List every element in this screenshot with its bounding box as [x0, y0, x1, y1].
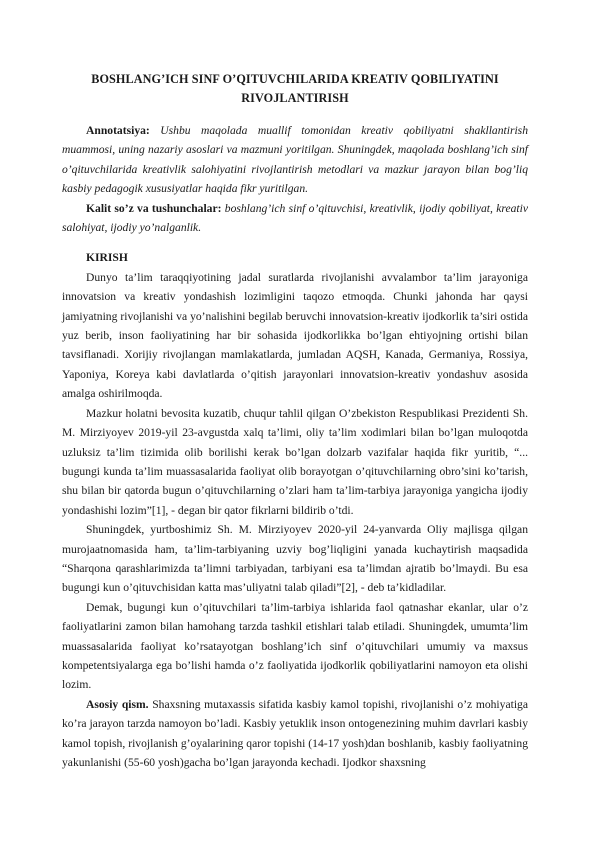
- keywords-label: Kalit so’z va tushunchalar:: [86, 201, 222, 215]
- body-paragraph: Demak, bugungi kun o’qituvchilari ta’lim-tarbiya ishlarida faol qatnashar ekanlar, ular o’z faoliyatlarini zamon bilan hamohang tarzda tashkil etishlari talab etiladi. Shuningdek, umumta’lim muassasalarida faoliyat ko’rsatayotgan boshlang’ich sinf o’qituvchilari umumiy va maxsus kompetentsiyalarga ega bo’lishi hamda o’z faoliyatida ijodkorlik qobiliyatlarini namoyon eta olishi lozim.: [62, 600, 528, 692]
- paper-title: BOSHLANG’ICH SINF O’QITUVCHILARIDA KREATIV QOBILIYATINI RIVOJLANTIRISH: [91, 72, 499, 105]
- main-section-label: Asosiy qism.: [86, 697, 149, 711]
- keywords: [62, 199, 528, 238]
- main-section-paragraph: [62, 695, 528, 773]
- abstract-label: Annotatsiya:: [86, 124, 150, 137]
- section-heading-intro: KIRISH: [86, 251, 128, 265]
- abstract: [62, 121, 528, 199]
- abstract-text: Ushbu maqolada muallif tomonidan kreativ qobiliyatni shakllantirish muammosi, uning nazariy asoslari va mazmuni yoritilgan. Shuningdek, maqolada boshlang’ich sinf o’qituvchilarida kreativlik salohiyatini rivojlantirish metodlari va mazkur jarayon bilan bog’liq kasbiy pedagogik xususiyatlar haqida fikr yuritilgan.: [62, 124, 528, 196]
- main-section-text: Shaxsning mutaxassis sifatida kasbiy kamol topishi, rivojlanishi o’z mohiyatiga ko’ra jarayon tarzda namoyon bo’ladi. Kasbiy yetuklik inson ontogenezining muhim davrlari kasbiy kamol topish, rivojlanish g’oyalarining qaror topishi (14-17 yosh)dan boshlanib, kasbiy faoliyatning yakunlanishi (55-60 yosh)gacha bo’lgan jarayonda kechadi. Ijodkor shaxsning: [62, 697, 528, 769]
- body-paragraph: Dunyo ta’lim taraqqiyotining jadal suratlarda rivojlanishi avvalambor ta’lim jarayoniga innovatsion va kreativ yondashish lozimligini taqozo etmoqda. Chunki jahonda har qaysi jamiyatning rivojlanishi va yo’nalishini begilab beruvchi innovatsion-kreativ ijodkorlik ta’siri ostida yuz berib, inson faoliyatining har bir sohasida ijodkorlikka bo’lgan ehtiyojning ortishi bilan tavsiflanadi. Xorijiy rivojlangan mamlakatlarda, jumladan AQSH, Kanada, Germaniya, Rossiya, Yaponiya, Koreya kabi davlatlarda o’qitish jarayonlari innovatsion-kreativ yondashuv asosida amalga oshirilmoqda.: [62, 270, 528, 401]
- body-paragraph: Shuningdek, yurtboshimiz Sh. M. Mirziyoyev 2020-yil 24-yanvarda Oliy majlisga qilgan murojaatnomasida ham, ta’lim-tarbiyaning uzviy bog’liqligini yanada kuchaytirish maqsadida “Sharqona qarashlarimizda ta’limni tarbiyadan, tarbiyani esa ta’limdan ajratib bo’lmaydi. Bu esa bugungi kun o’qituvchisidan katta mas’uliyatni talab qiladi”[2], - deb ta’kidladilar.: [62, 523, 528, 595]
- body-paragraph: Mazkur holatni bevosita kuzatib, chuqur tahlil qilgan O’zbekiston Respublikasi Prezidenti Sh. M. Mirziyoyev 2019-yil 23-avgustda xalq ta’limi, oliy ta’lim xodimlari bilan bo’lgan muloqotda uzluksiz ta’lim tizimida olib borilishi kerak bo’lgan dolzarb vazifalar haqida fikr yuritib, “... bugungi kunda ta’lim muassasalarida faoliyat olib borayotgan o’qituvchilarning obro’sini ko’tarish, shu bilan bir qatorda bugun o’qituvchilarning o’zlari ham ta’lim-tarbiya jarayoniga yangicha ijodiy yondashishi lozim”[1], - degan bir qator fikrlarni bildirib o’tdi.: [62, 406, 528, 517]
- keywords-text: boshlang’ich sinf o’qituvchisi, kreativlik, ijodiy qobiliyat, kreativ salohiyat, ijodiy yo’nalganlik.: [62, 201, 528, 235]
